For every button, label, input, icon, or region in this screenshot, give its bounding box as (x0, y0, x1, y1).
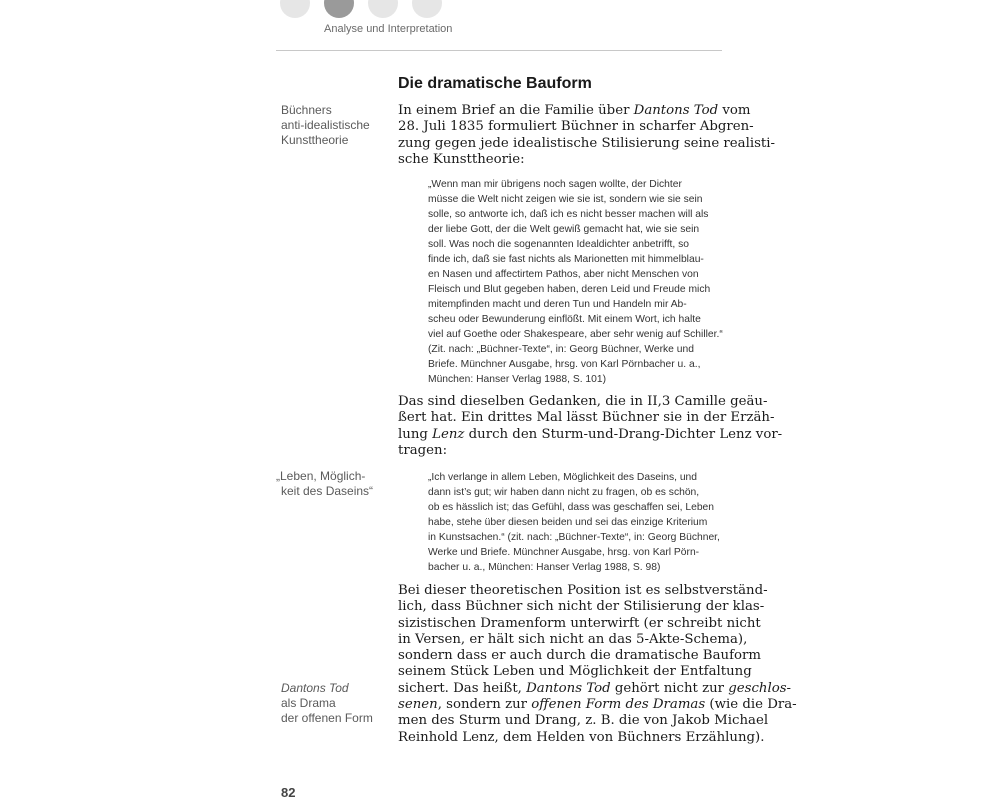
chapter-dot-1 (280, 0, 310, 18)
margin-note-line: Kunsttheorie (281, 133, 349, 147)
text-line: senen, sondern zur offenen Form des Dramas (wie die Dra- (398, 697, 797, 713)
margin-note-line: der offenen Form (281, 711, 373, 725)
emphasis: geschlos- (728, 680, 792, 696)
quote-line: en Nasen und affectirtem Pathos, aber nicht Menschen von (428, 269, 699, 280)
quote-line: müsse die Welt nicht zeigen wie sie ist, sondern wie sie sein (428, 194, 703, 205)
work-title: Dantons Tod (526, 680, 611, 696)
paragraph-1 (398, 103, 775, 168)
emphasis: senen (398, 697, 438, 713)
margin-note-line: Büchners (281, 103, 332, 117)
text-line: sondern dass er auch durch die dramatische Bauform (398, 648, 761, 664)
quote-line: ob es hässlich ist; das Gefühl, dass was geschaffen sei, Leben (428, 502, 715, 513)
quote-line: viel auf Goethe oder Shakespeare, aber sehr wenig auf Schiller.“ (428, 329, 723, 340)
quote-line: dann ist’s gut; wir haben dann nicht zu fragen, ob es schön, (428, 487, 700, 498)
margin-note-kunsttheorie (281, 103, 370, 148)
emphasis: offenen Form des Dramas (531, 697, 706, 713)
margin-note-line: Dantons Tod (281, 681, 349, 695)
header-divider (276, 50, 722, 51)
margin-note-offene-form (281, 681, 373, 726)
text-line: men des Sturm und Drang, z. B. die von Jakob Michael (398, 713, 769, 729)
work-title: Dantons Tod (633, 103, 719, 118)
text-line: ßert hat. Ein drittes Mal lässt Büchner sie in der Erzäh- (398, 410, 775, 426)
section-title: Die dramatische Bauform (398, 75, 592, 92)
work-title: Lenz (432, 426, 465, 442)
text-line: lich, dass Büchner sich nicht der Stilisierung der klas- (398, 599, 765, 615)
quote-line: „Wenn man mir übrigens noch sagen wollte, der Dichter (428, 179, 682, 190)
chapter-dot-3 (368, 0, 398, 18)
quote-line: finde ich, daß sie fast nichts als Marionetten mit himmelblau- (428, 254, 704, 265)
quote-line: soll. Was noch die sogenannten Idealdichter anbetrifft, so (428, 239, 690, 250)
text-line: Das sind dieselben Gedanken, die in II,3 Camille geäu- (398, 394, 768, 409)
quote-line: der liebe Gott, der die Welt gewiß gemacht hat, wie sie sein (428, 224, 700, 235)
quote-line: scheu oder Bewunderung einflößt. Mit einem Wort, ich halte (428, 314, 701, 325)
text-line: In einem Brief an die Familie über Dantons Tod vom (398, 103, 751, 118)
text-line: sichert. Das heißt, Dantons Tod gehört nicht zur geschlos- (398, 680, 792, 696)
chapter-dot-4 (412, 0, 442, 18)
text-line: zung gegen jede idealistische Stilisierung seine realisti- (398, 135, 775, 151)
paragraph-3 (398, 583, 797, 746)
page-number: 82 (281, 785, 296, 800)
margin-note-line: als Drama (281, 696, 336, 710)
quote-line: Briefe. Münchner Ausgabe, hrsg. von Karl Pörnbacher u. a., (428, 359, 701, 370)
text-line: sizistischen Dramenform unterwirft (er schreibt nicht (398, 615, 761, 631)
margin-note-line: keit des Daseins“ (281, 484, 374, 498)
quote-block-2 (428, 470, 720, 575)
quote-line: solle, so antworte ich, daß ich es nicht besser machen will als (428, 209, 709, 220)
text-line: seinem Stück Leben und Möglichkeit der Entfaltung (398, 664, 752, 680)
text-line: sche Kunsttheorie: (398, 151, 525, 167)
quote-line: Werke und Briefe. Münchner Ausgabe, hrsg. von Karl Pörn- (428, 547, 700, 558)
quote-line: (Zit. nach: „Büchner-Texte“, in: Georg Büchner, Werke und (428, 344, 694, 355)
text-line: 28. Juli 1835 formuliert Büchner in scharfer Abgren- (398, 119, 754, 135)
paragraph-2 (398, 394, 783, 459)
text-line: Reinhold Lenz, dem Helden von Büchners Erzählung). (398, 729, 765, 745)
quote-line: Fleisch und Blut gegeben haben, deren Leid und Freude mich (428, 284, 711, 295)
section-label: Analyse und Interpretation (324, 23, 453, 35)
text-line: tragen: (398, 442, 448, 458)
margin-note-line: anti-idealistische (281, 118, 370, 132)
quote-line: in Kunstsachen.“ (zit. nach: „Büchner-Texte“, in: Georg Büchner, (428, 532, 720, 543)
quote-line: München: Hanser Verlag 1988, S. 101) (428, 374, 607, 385)
text-line: lung Lenz durch den Sturm-und-Drang-Dichter Lenz vor- (398, 426, 783, 442)
quote-line: „Ich verlange in allem Leben, Möglichkeit des Daseins, und (428, 472, 698, 483)
margin-note-line: „Leben, Möglich- (276, 469, 366, 483)
margin-note-leben (276, 469, 373, 499)
text-line: Bei dieser theoretischen Position ist es selbstverständ- (398, 583, 768, 598)
quote-block-1 (428, 177, 723, 387)
quote-line: mitempfinden macht und deren Tun und Handeln mir Ab- (428, 299, 687, 310)
text-line: in Versen, er hält sich nicht an das 5-Akte-Schema), (398, 631, 748, 647)
quote-line: habe, stehe über diesen beiden und sei das einzige Kriterium (428, 517, 708, 528)
chapter-dot-2-active (324, 0, 354, 18)
quote-line: bacher u. a., München: Hanser Verlag 1988, S. 98) (428, 562, 661, 573)
